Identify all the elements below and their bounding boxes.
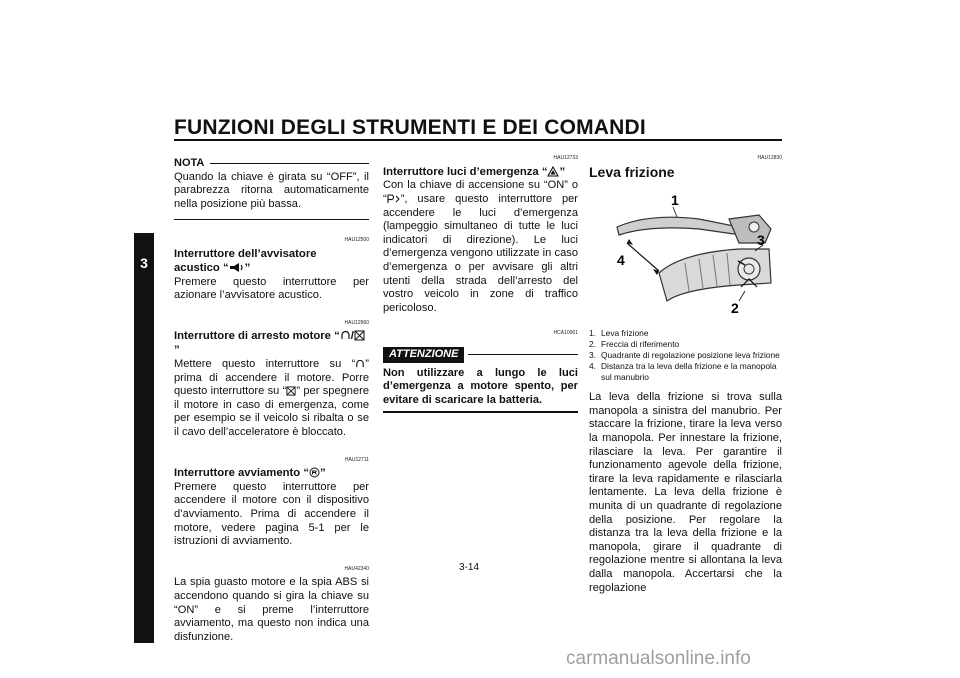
callout-4: 4 [617, 252, 625, 269]
attention-header [383, 347, 578, 363]
header-rule [174, 139, 782, 141]
parking-icon [387, 194, 401, 204]
watermark: carmanualsonline.info [566, 648, 751, 669]
clutch-title: Leva frizione [589, 163, 675, 180]
nota-header [174, 157, 369, 171]
figure-captions [589, 328, 782, 383]
horn-icon [229, 262, 245, 273]
hazard-title [383, 166, 578, 180]
engine-run-icon [340, 330, 351, 341]
callout-2: 2 [731, 300, 739, 317]
horn-title-suffix: ” [244, 261, 251, 274]
start-code: HAU12711 [344, 456, 369, 463]
clutch-body-text: La leva della frizione si trova sulla manopola a sinistra del manubrio. Per staccare la frizione, tirare la leva verso la manopola. Per innestare la frizione, rilasciare la leva. Per garantire il funzionamento agevole della frizione, tirare la leva rapidamente e rilasciarla lentamente. La leva della frizione è munita di un quadrante di regolazione della posizione. Per regolare la distanza tra la leva della frizione e la manopola, girare il quadrante di regolazione mentre si allontana la leva dalla manopola. Accertarsi che la regolazione [589, 391, 782, 594]
caption-item [589, 328, 782, 339]
hazard-title-suffix: ” [559, 165, 566, 178]
hazard-icon [547, 166, 559, 177]
column-right [589, 152, 782, 595]
caption-number: 4. [589, 361, 596, 372]
start-text: Premere questo interruttore per accendere il motore con il dispositivo d’avviamento. Prima di accendere il motore, vedere pagina 5-1 per le istruzioni di avviamento. [174, 480, 369, 548]
page-title: FUNZIONI DEGLI STRUMENTI E DEI COMANDI [174, 116, 646, 139]
engine-stop-code: HAU12660 [344, 319, 369, 326]
callout-3: 3 [757, 232, 765, 249]
caption-text: Quadrante di regolazione posizione leva frizione [601, 350, 780, 361]
abs-code: HAU42340 [344, 565, 369, 572]
start-title [174, 467, 369, 481]
engine-stop-title [174, 330, 369, 358]
callout-1: 1 [671, 192, 679, 209]
engine-stop-text-c: ” per spegnere il motore in caso di emergenza, come per esempio se il veicolo si ribalta o se il cavo dell’acceleratore è bloccato. [174, 385, 370, 438]
engine-stop-text [174, 358, 369, 440]
column-middle [383, 152, 578, 413]
horn-title-line2 [174, 262, 369, 276]
engine-run-icon [355, 359, 365, 369]
engine-stop-title-sep: / [350, 330, 354, 343]
engine-stop-icon [354, 330, 365, 341]
caption-text: Leva frizione [601, 328, 649, 339]
column-left [174, 152, 369, 644]
start-title-prefix: Interruttore avviamento “ [174, 467, 309, 480]
caption-number: 1. [589, 328, 596, 339]
horn-code: HAU12500 [344, 237, 369, 244]
nota-rule [210, 163, 369, 164]
attention-rule [468, 354, 578, 355]
caption-item [589, 350, 782, 361]
horn-title-line1: Interruttore dell’avvisatore [174, 247, 317, 260]
nota-label: NOTA [174, 157, 205, 169]
abs-text: La spia guasto motore e la spia ABS si accendono quando si gira la chiave su “ON” e si preme l’interruttore avviamento, ma questo non indica una disfunzione. [174, 576, 369, 643]
engine-stop-text-a: Mettere questo interruttore su “ [174, 357, 356, 370]
page-number: 3-14 [459, 562, 480, 573]
start-title-suffix: ” [319, 467, 326, 480]
nota-text: Quando la chiave è girata su “OFF”, il parabrezza ritorna automaticamente nella posizione più bassa. [174, 170, 369, 210]
caption-item [589, 339, 782, 350]
attention-label: ATTENZIONE [383, 347, 464, 363]
starter-icon [309, 467, 320, 478]
caption-text: Distanza tra la leva della frizione e la manopola sul manubrio [601, 361, 777, 383]
horn-text: Premere questo interruttore per azionare l’avvisatore acustico. [174, 275, 369, 302]
attention-code: HCA10061 [553, 330, 578, 337]
caption-text: Freccia di riferimento [601, 339, 680, 350]
chapter-tab [134, 233, 154, 643]
attention-end-rule [383, 411, 578, 413]
caption-number: 2. [589, 339, 596, 350]
caption-number: 3. [589, 350, 596, 361]
chapter-number: 3 [140, 255, 148, 271]
clutch-code: HAU12830 [757, 155, 782, 161]
hazard-text [383, 179, 578, 315]
engine-stop-icon [286, 386, 296, 396]
hazard-code: HAU12733 [553, 155, 578, 161]
hazard-title-prefix: Interruttore luci d’emergenza “ [383, 165, 548, 178]
attention-text: Non utilizzare a lungo le luci d’emergenza a motore spento, per evitare di scaricare la batteria. [383, 366, 578, 406]
engine-stop-title-suffix: ” [174, 344, 180, 357]
hazard-text-a: Con la chiave di accensione su “ON” o “ [383, 179, 578, 205]
caption-item [589, 361, 782, 383]
clutch-lever-drawing [589, 183, 782, 323]
engine-stop-title-prefix: Interruttore di arresto motore “ [174, 330, 340, 343]
engine-stop-text-b: ” prima di accendere il motore. Porre questo interruttore su “ [174, 357, 369, 398]
clutch-lever-figure [589, 183, 782, 323]
horn-title-prefix: acustico “ [174, 261, 229, 274]
nota-end-rule [174, 219, 369, 220]
hazard-text-b: ”, usare questo interruttore per accendere le luci d’emergenza (lampeggio simultaneo di tutte le luci indicatori di direzione). Le luci d’emergenza vengono utilizzate in caso d’emergenza o per avvisare gli altri utenti della strada dell’arresto del vostro veicolo in zone di traffico pericoloso. [383, 192, 578, 314]
